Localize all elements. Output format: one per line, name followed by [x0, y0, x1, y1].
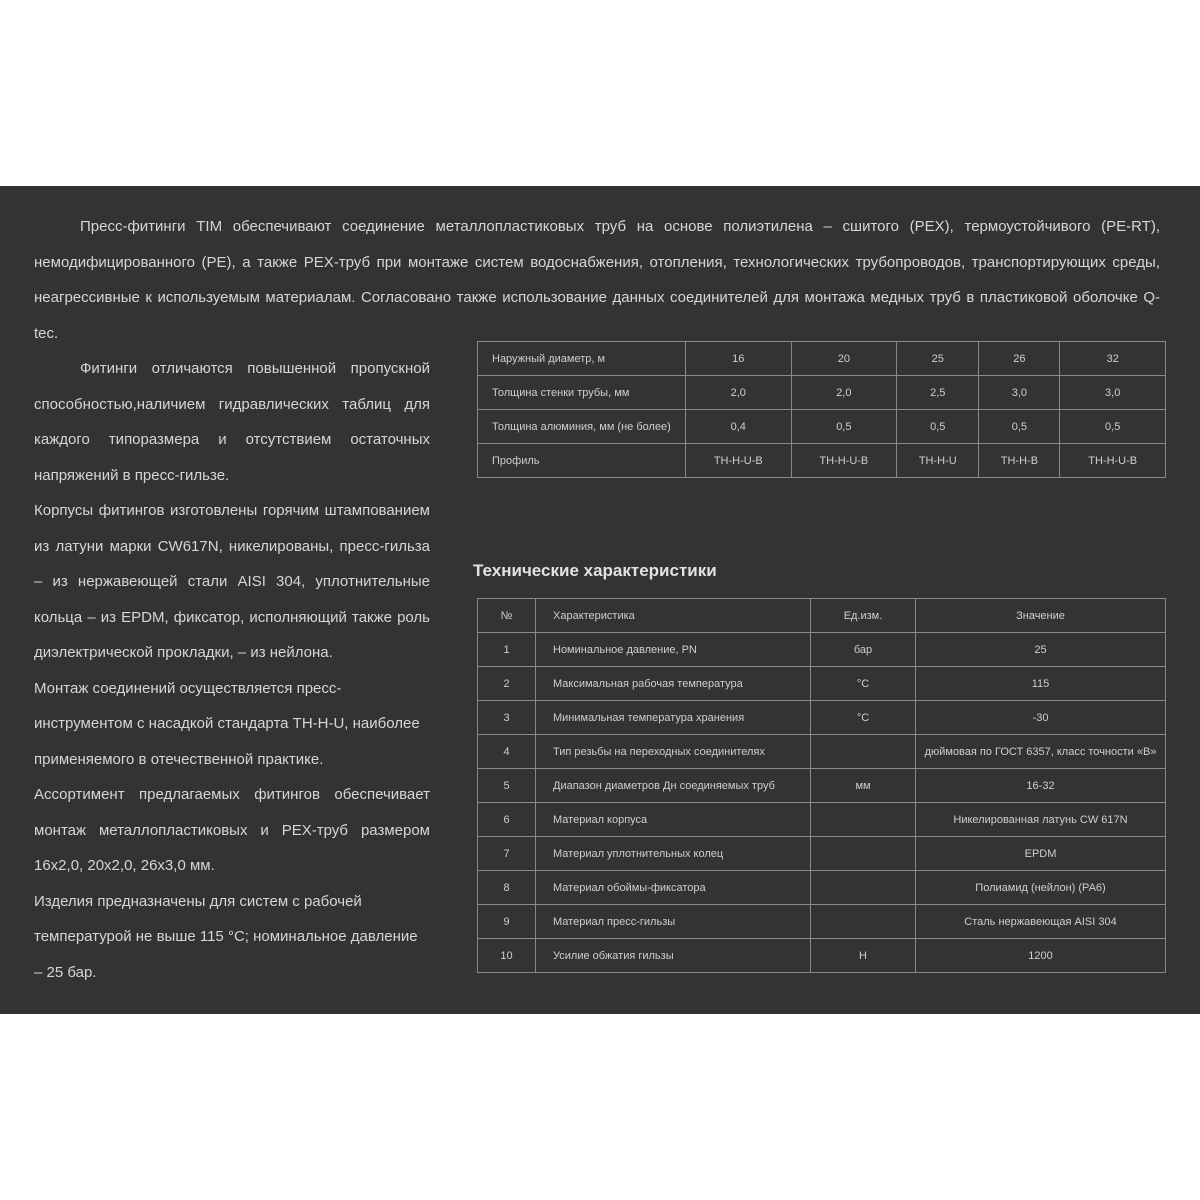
description-p2: Корпусы фитингов изготовлены горячим штампованием из латуни марки CW617N, никелированы, пресс-гильза – из нержавеющей стали AISI 304, уплотнительные кольца – из EPDM, фиксатор, исполняющий также роль диэлектрической прокладки, – из нейлона. [34, 502, 430, 661]
spec-row [478, 905, 1166, 939]
spec-row [478, 769, 1166, 803]
dimensions-cell: 26 [979, 342, 1060, 376]
dimensions-row [478, 444, 1166, 478]
dimensions-row-label: Толщина стенки трубы, мм [478, 376, 686, 410]
dimensions-row-label: Толщина алюминия, мм (не более) [478, 410, 686, 444]
spec-characteristic-cell: Минимальная температура хранения [536, 701, 811, 735]
header-cell-value: Значение [916, 599, 1166, 633]
spec-unit-cell: °С [811, 701, 916, 735]
content-panel [0, 186, 1200, 1014]
spec-row [478, 667, 1166, 701]
dimensions-row [478, 342, 1166, 376]
spec-unit-cell [811, 837, 916, 871]
spec-row [478, 803, 1166, 837]
dimensions-cell: 2,0 [686, 376, 792, 410]
spec-number-cell: 1 [478, 633, 536, 667]
dimensions-row [478, 376, 1166, 410]
description-p4: Ассортимент предлагаемых фитингов обеспечивает монтаж металлопластиковых и PEX-труб размером 16х2,0, 20х2,0, 26х3,0 мм. [34, 786, 430, 874]
spec-value-cell: Никелированная латунь CW 617N [916, 803, 1166, 837]
dimensions-cell: 20 [791, 342, 897, 376]
spec-value-cell: 115 [916, 667, 1166, 701]
spec-characteristic-cell: Материал пресс-гильзы [536, 905, 811, 939]
spec-characteristic-cell: Усилие обжатия гильзы [536, 939, 811, 973]
spec-characteristic-cell: Материал корпуса [536, 803, 811, 837]
dimensions-cell: 3,0 [979, 376, 1060, 410]
dimensions-cell: 0,5 [1060, 410, 1166, 444]
dimensions-cell: 16 [686, 342, 792, 376]
dimensions-cell: TH-H-U [897, 444, 979, 478]
spec-value-cell: 16-32 [916, 769, 1166, 803]
spec-row [478, 837, 1166, 871]
specs-title: Технические характеристики [473, 561, 717, 580]
spec-characteristic-cell: Материал обоймы-фиксатора [536, 871, 811, 905]
spec-characteristic-cell: Номинальное давление, PN [536, 633, 811, 667]
spec-number-cell: 10 [478, 939, 536, 973]
spec-value-cell: 25 [916, 633, 1166, 667]
spec-value-cell: 1200 [916, 939, 1166, 973]
spec-characteristic-cell: Диапазон диаметров Дн соединяемых труб [536, 769, 811, 803]
spec-characteristic-cell: Тип резьбы на переходных соединителях [536, 735, 811, 769]
spec-row [478, 735, 1166, 769]
dimensions-table-body [478, 342, 1166, 478]
spec-number-cell: 6 [478, 803, 536, 837]
specs-table [477, 598, 1166, 973]
spec-unit-cell [811, 803, 916, 837]
description-p3: Монтаж соединений осуществляется пресс-инструментом с насадкой стандарта TH-H-U, наиболее применяемого в отечественной практике. [34, 679, 420, 768]
spec-unit-cell: Н [811, 939, 916, 973]
dimensions-cell: TH-H-U-B [686, 444, 792, 478]
dimensions-row-label: Профиль [478, 444, 686, 478]
spec-number-cell: 9 [478, 905, 536, 939]
intro-text: Пресс-фитинги TIM обеспечивают соединение металлопластиковых труб на основе полиэтилена – сшитого (PEX), термоустойчивого (PE-RT), немодифицированного (PE), а также PEX-труб при монтаже систем водоснабжения, отопления, технологических трубопроводов, транспортирующих среды, неагрессивные к используемым материалам. Согласовано также использование данных соединителей для монтажа медных труб в пластиковой оболочке Q-tec. [34, 218, 1160, 342]
description-column [34, 351, 430, 990]
dimensions-cell: TH-H-B [979, 444, 1060, 478]
spec-number-cell: 5 [478, 769, 536, 803]
spec-value-cell: Полиамид (нейлон) (PA6) [916, 871, 1166, 905]
dimensions-cell: 0,5 [897, 410, 979, 444]
spec-number-cell: 7 [478, 837, 536, 871]
dimensions-cell: 0,5 [791, 410, 897, 444]
spec-unit-cell: мм [811, 769, 916, 803]
specs-table-body [478, 599, 1166, 973]
spec-row [478, 939, 1166, 973]
spec-characteristic-cell: Материал уплотнительных колец [536, 837, 811, 871]
dimensions-cell: 25 [897, 342, 979, 376]
dimensions-row [478, 410, 1166, 444]
dimensions-cell: TH-H-U-B [791, 444, 897, 478]
spec-value-cell: Сталь нержавеющая AISI 304 [916, 905, 1166, 939]
intro-paragraph [34, 209, 1160, 351]
spec-row [478, 871, 1166, 905]
spec-number-cell: 2 [478, 667, 536, 701]
spec-value-cell: дюймовая по ГОСТ 6357, класс точности «В» [916, 735, 1166, 769]
spec-number-cell: 3 [478, 701, 536, 735]
dimensions-cell: 0,5 [979, 410, 1060, 444]
dimensions-cell: 3,0 [1060, 376, 1166, 410]
dimensions-cell: 2,5 [897, 376, 979, 410]
header-cell-unit: Ед.изм. [811, 599, 916, 633]
dimensions-row-label: Наружный диаметр, м [478, 342, 686, 376]
dimensions-table [477, 341, 1166, 478]
description-p1 [34, 351, 430, 493]
header-cell-characteristic: Характеристика [536, 599, 811, 633]
spec-unit-cell [811, 905, 916, 939]
spec-row [478, 701, 1166, 735]
spec-number-cell: 4 [478, 735, 536, 769]
dimensions-cell: TH-H-U-B [1060, 444, 1166, 478]
spec-number-cell: 8 [478, 871, 536, 905]
header-cell-number: № [478, 599, 536, 633]
dimensions-cell: 2,0 [791, 376, 897, 410]
spec-row [478, 633, 1166, 667]
spec-characteristic-cell: Максимальная рабочая температура [536, 667, 811, 701]
spec-value-cell: EPDM [916, 837, 1166, 871]
spec-unit-cell: °С [811, 667, 916, 701]
specs-header-row [478, 599, 1166, 633]
spec-unit-cell [811, 871, 916, 905]
dimensions-cell: 0,4 [686, 410, 792, 444]
spec-unit-cell [811, 735, 916, 769]
dimensions-cell: 32 [1060, 342, 1166, 376]
description-p1-text: Фитинги отличаются повышенной пропускной способностью,наличием гидравлических таблиц для каждого типоразмера и отсутствием остаточных напряжений в пресс-гильзе. [34, 360, 430, 484]
description-p5: Изделия предназначены для систем с рабочей температурой не выше 115 °С; номинальное давление – 25 бар. [34, 892, 418, 981]
spec-value-cell: -30 [916, 701, 1166, 735]
spec-unit-cell: бар [811, 633, 916, 667]
